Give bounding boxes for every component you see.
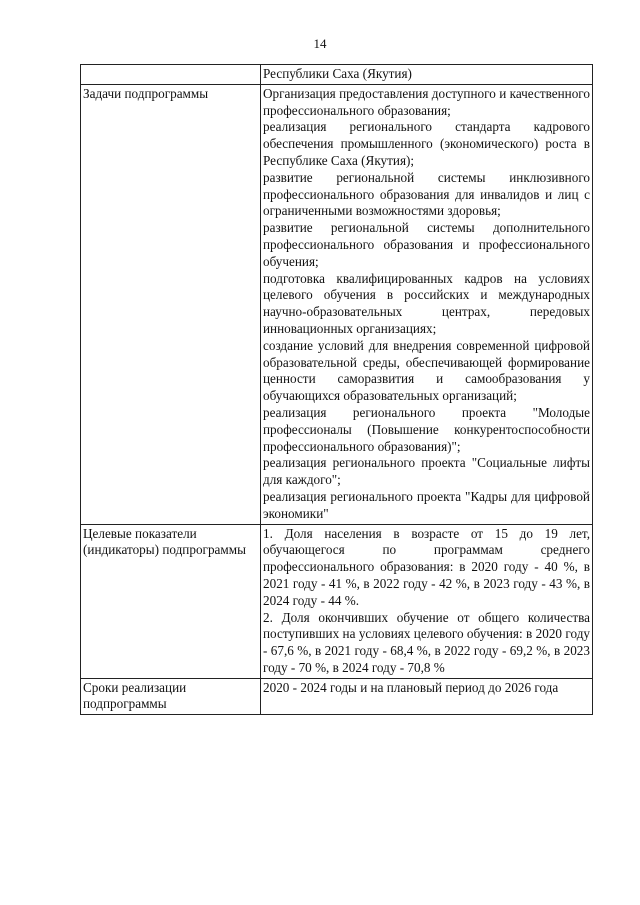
tasks-label-cell [81,84,261,524]
indicators-label-cell [81,524,261,678]
task-item: реализация регионального проекта "Кадры для цифровой экономики" [263,488,590,521]
indicator-item: 1. Доля населения в возрасте от 15 до 19 лет, обучающегося по программам среднего профессионального образования: в 2020 году - 40 %, в 2021 году - 41 %, в 2022 году - 42 %, в 2023 году - 43 %, в 2024 году - 44 %. [263,525,590,608]
continuation-value-cell [261,65,593,85]
table-row-continuation [81,65,593,85]
timeline-value: 2020 - 2024 годы и на плановый период до 2026 года [263,679,559,695]
timeline-label: Сроки реализации подпрограммы [83,679,187,712]
tasks-value-cell [261,84,593,524]
indicators-value-cell [261,524,593,678]
table-row-tasks [81,84,593,524]
task-item: Организация предоставления доступного и качественного профессионального образования; [263,85,590,118]
indicators-label: Целевые показатели (индикаторы) подпрограммы [83,525,246,558]
tasks-label: Задачи подпрограммы [83,85,209,101]
task-item: реализация регионального проекта "Социальные лифты для каждого"; [263,455,590,488]
task-item: реализация регионального проекта "Молодые профессионалы (Повышение конкурентоспособности профессионального образования)"; [263,404,590,454]
continuation-text: Республики Саха (Якутия) [263,66,412,81]
task-item: подготовка квалифицированных кадров на условиях целевого обучения в российских и международных научно-образовательных центрах, передовых инновационных организациях; [263,270,590,336]
task-item: развитие региональной системы дополнительного профессионального образования и профессионального обучения; [263,220,590,269]
timeline-value-cell [261,678,593,715]
table-row-timeline [81,678,593,715]
table-row-indicators [81,524,593,678]
task-item: реализация регионального стандарта кадрового обеспечения промышленного (экономического) роста в Республике Саха (Якутия); [263,119,590,168]
indicator-item: 2. Доля окончивших обучение от общего количества поступивших на условиях целевого обучения: в 2020 году - 67,6 %, в 2021 году - 68,4 %, в 2022 году - 69,2 %, в 2023 году - 70 %, в 2024 году - 70,8 % [263,609,590,675]
task-item: развитие региональной системы инклюзивного профессионального образования для инвалидов и лиц с ограниченными возможностями здоровья; [263,169,590,219]
program-passport-table [80,64,593,715]
continuation-label-cell [81,65,261,85]
timeline-label-cell [81,678,261,715]
page-number: 14 [313,36,327,51]
task-item: создание условий для внедрения современной цифровой образовательной среды, обеспечивающей формирование ценности саморазвития и самообразования у обучающихся образовательных организаций; [263,337,590,404]
